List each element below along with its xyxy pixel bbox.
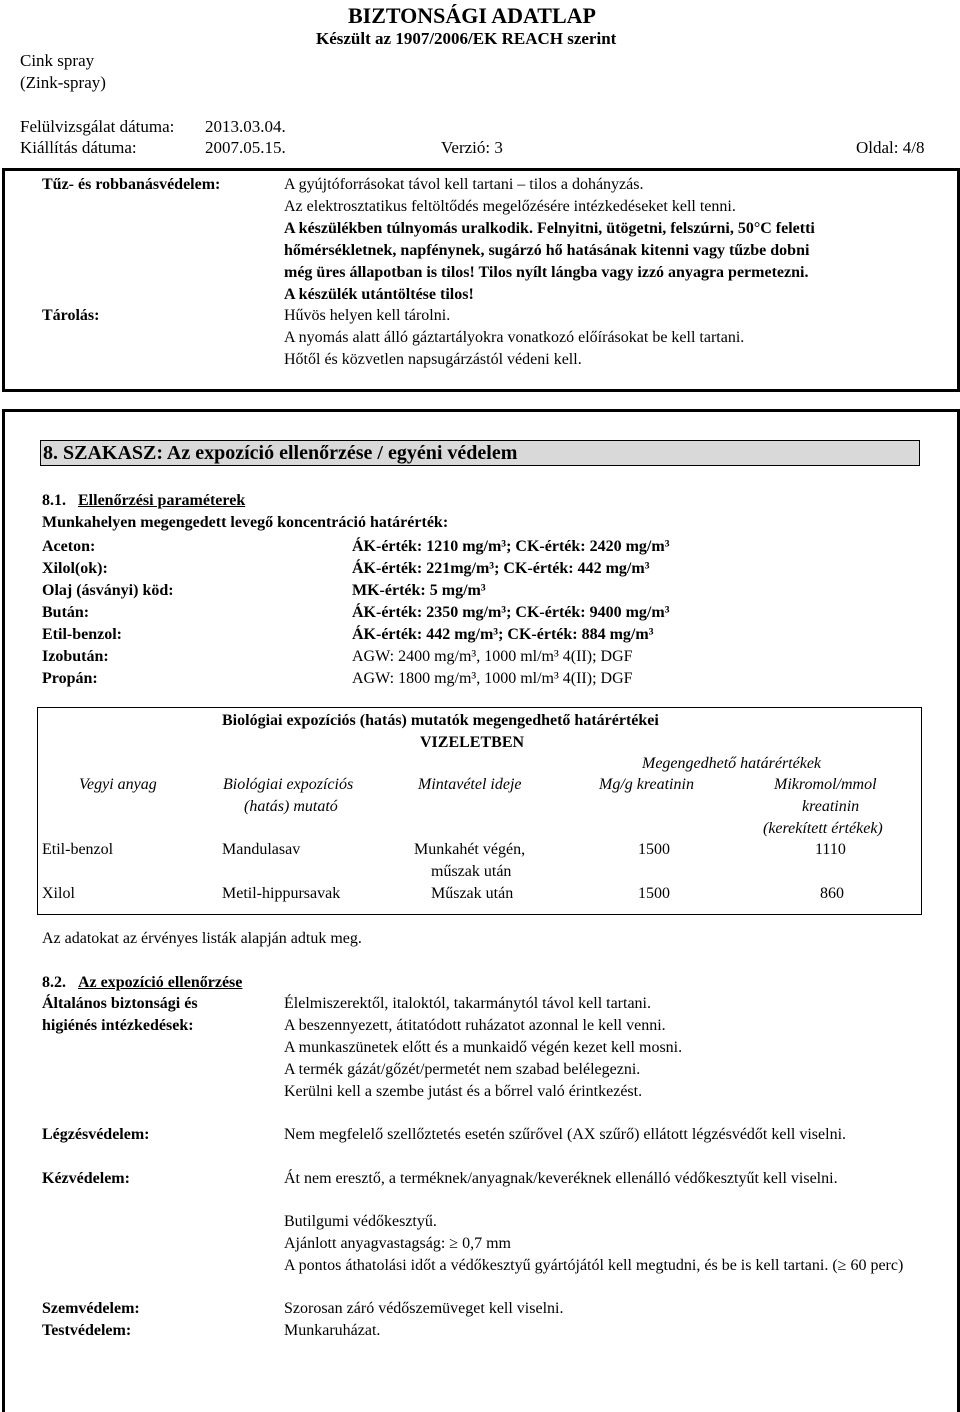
fire-warning-line: A készülék utántöltése tilos!: [284, 286, 474, 303]
storage-line: Hűvös helyen kell tárolni.: [284, 307, 451, 324]
section8-heading-bar: [40, 440, 920, 466]
general-measure-line: A munkaszünetek előtt és a munkaidő végén kezet kell mosni.: [284, 1039, 683, 1056]
document-subtitle: Készült az 1907/2006/EK REACH szerint: [316, 29, 617, 48]
general-measure-line: A beszennyezett, átitatódott ruházatot azonnal le kell venni.: [284, 1017, 666, 1034]
general-measure-line: Kerülni kell a szembe jutást és a bőrrel való érintkezést.: [284, 1083, 643, 1100]
hand-breakthrough: A pontos áthatolási időt a védőkesztyű gyártójától kell megtudni, és be is kell tartani. (≥ 60 perc): [284, 1257, 904, 1274]
fire-line: Az elektrosztatikus feltöltődés megelőzésére intézkedéseket kell tenni.: [284, 198, 736, 215]
limit-value: AGW: 2400 mg/m³, 1000 ml/m³ 4(II); DGF: [352, 648, 633, 665]
limit-substance: Propán:: [42, 670, 98, 687]
section8-title: 8. SZAKASZ: Az expozíció ellenőrzése / egyéni védelem: [43, 442, 518, 464]
table-cell-sampling: Műszak után: [431, 885, 514, 902]
storage-line: A nyomás alatt álló gáztartályokra vonatkozó előírásokat be kell tartani.: [284, 329, 745, 346]
eye-text: Szorosan záró védőszemüveget kell viselni.: [284, 1300, 564, 1317]
limit-value: ÁK-érték: 442 mg/m³; CK-érték: 884 mg/m³: [352, 626, 654, 643]
storage-line: Hőtől és közvetlen napsugárzástól védeni kell.: [284, 351, 582, 368]
fire-warning-line: hőmérsékletnek, napfénynek, sugárzó hő hatásának kitenni vagy tűzbe dobni: [284, 242, 810, 259]
eye-label: Szemvédelem:: [42, 1300, 140, 1317]
limit-value: ÁK-érték: 2350 mg/m³; CK-érték: 9400 mg/m³: [352, 604, 670, 621]
limit-value: MK-érték: 5 mg/m³: [352, 582, 486, 599]
limits-heading: Munkahelyen megengedett levegő koncentráció határérték:: [42, 514, 449, 531]
fire-warning-line: A készülékben túlnyomás uralkodik. Felnyitni, ütögetni, felszúrni, 50°C feletti: [284, 220, 815, 237]
general-measures-label: Általános biztonsági és: [42, 995, 198, 1012]
fire-label: Tűz- és robbanásvédelem:: [42, 176, 221, 193]
version: Verzió: 3: [441, 138, 503, 157]
respiratory-text: Nem megfelelő szellőztetés esetén szűrővel (AX szűrő) ellátott légzésvédőt kell viselni.: [284, 1126, 847, 1143]
limit-substance: Etil-benzol:: [42, 626, 122, 643]
general-measure-line: A termék gázát/gőzét/permetét nem szabad belélegezni.: [284, 1061, 641, 1078]
document-title: BIZTONSÁGI ADATLAP: [348, 3, 596, 28]
table-cell-micromol: 1110: [815, 841, 846, 858]
subsection-number: 8.1.: [42, 492, 66, 509]
limit-value: ÁK-érték: 1210 mg/m³; CK-érték: 2420 mg/m³: [352, 538, 670, 555]
subsection-title: Ellenőrzési paraméterek: [78, 492, 246, 509]
fire-line: A gyújtóforrásokat távol kell tartani – tilos a dohányzás.: [284, 176, 644, 193]
bio-table-subtitle: VIZELETBEN: [420, 734, 525, 751]
page-number: Oldal: 4/8: [856, 138, 925, 157]
product-name: Cink spray: [20, 51, 95, 70]
table-cell-substance: Xilol: [42, 885, 75, 902]
col-header-micromol: Mikromol/mmol: [774, 776, 877, 793]
limit-value: ÁK-érték: 221mg/m³; CK-érték: 442 mg/m³: [352, 560, 650, 577]
table-cell-indicator: Metil-hippursavak: [222, 885, 341, 902]
general-measures-label: higiénés intézkedések:: [42, 1017, 194, 1034]
table-cell-mgg: 1500: [638, 885, 670, 902]
bio-group-header: Megengedhető határértékek: [642, 755, 822, 772]
data-source-note: Az adatokat az érvényes listák alapján adtuk meg.: [42, 930, 362, 947]
subsection-title: Az expozíció ellenőrzése: [78, 974, 243, 991]
limit-substance: Xilol(ok):: [42, 560, 108, 577]
table-cell-sampling: Munkahét végén,: [414, 841, 526, 858]
storage-label: Tárolás:: [42, 307, 100, 324]
revision-date: 2013.03.04.: [205, 117, 286, 136]
hand-glove-type: Butilgumi védőkesztyű.: [284, 1213, 437, 1230]
limit-substance: Olaj (ásványi) köd:: [42, 582, 174, 599]
limit-substance: Aceton:: [42, 538, 96, 555]
respiratory-label: Légzésvédelem:: [42, 1126, 150, 1143]
table-cell-micromol: 860: [820, 885, 844, 902]
table-cell-substance: Etil-benzol: [42, 841, 114, 858]
hand-text: Át nem eresztő, a terméknek/anyagnak/keveréknek ellenálló védőkesztyűt kell viselni.: [284, 1170, 838, 1187]
limit-value: AGW: 1800 mg/m³, 1000 ml/m³ 4(II); DGF: [352, 670, 633, 687]
col-header-indicator: (hatás) mutató: [244, 798, 338, 815]
col-header-substance: Vegyi anyag: [79, 776, 157, 793]
hand-label: Kézvédelem:: [42, 1170, 130, 1187]
col-header-mgg: Mg/g kreatinin: [599, 776, 694, 793]
table-cell-sampling: műszak után: [431, 863, 512, 880]
general-measure-line: Élelmiszerektől, italoktól, takarmánytól távol kell tartani.: [284, 995, 651, 1012]
col-header-sampling: Mintavétel ideje: [418, 776, 522, 793]
product-name-alt: (Zink-spray): [20, 73, 106, 92]
table-cell-indicator: Mandulasav: [222, 841, 301, 858]
col-header-micromol: (kerekített értékek): [763, 820, 883, 837]
issue-date: 2007.05.15.: [205, 138, 286, 157]
hand-thickness: Ajánlott anyagvastagság: ≥ 0,7 mm: [284, 1235, 511, 1252]
body-label: Testvédelem:: [42, 1322, 132, 1339]
bio-table-title: Biológiai expozíciós (hatás) mutatók megengedhető határértékei: [222, 712, 659, 729]
revision-label: Felülvizsgálat dátuma:: [20, 117, 175, 136]
body-text: Munkaruházat.: [284, 1322, 381, 1339]
subsection-number: 8.2.: [42, 974, 66, 991]
table-cell-mgg: 1500: [638, 841, 670, 858]
limit-substance: Izobután:: [42, 648, 109, 665]
col-header-indicator: Biológiai expozíciós: [223, 776, 354, 793]
issue-label: Kiállítás dátuma:: [20, 138, 137, 157]
limit-substance: Bután:: [42, 604, 90, 621]
col-header-micromol: kreatinin: [802, 798, 860, 815]
fire-warning-line: még üres állapotban is tilos! Tilos nyílt lángba vagy izzó anyagra permetezni.: [284, 264, 809, 281]
